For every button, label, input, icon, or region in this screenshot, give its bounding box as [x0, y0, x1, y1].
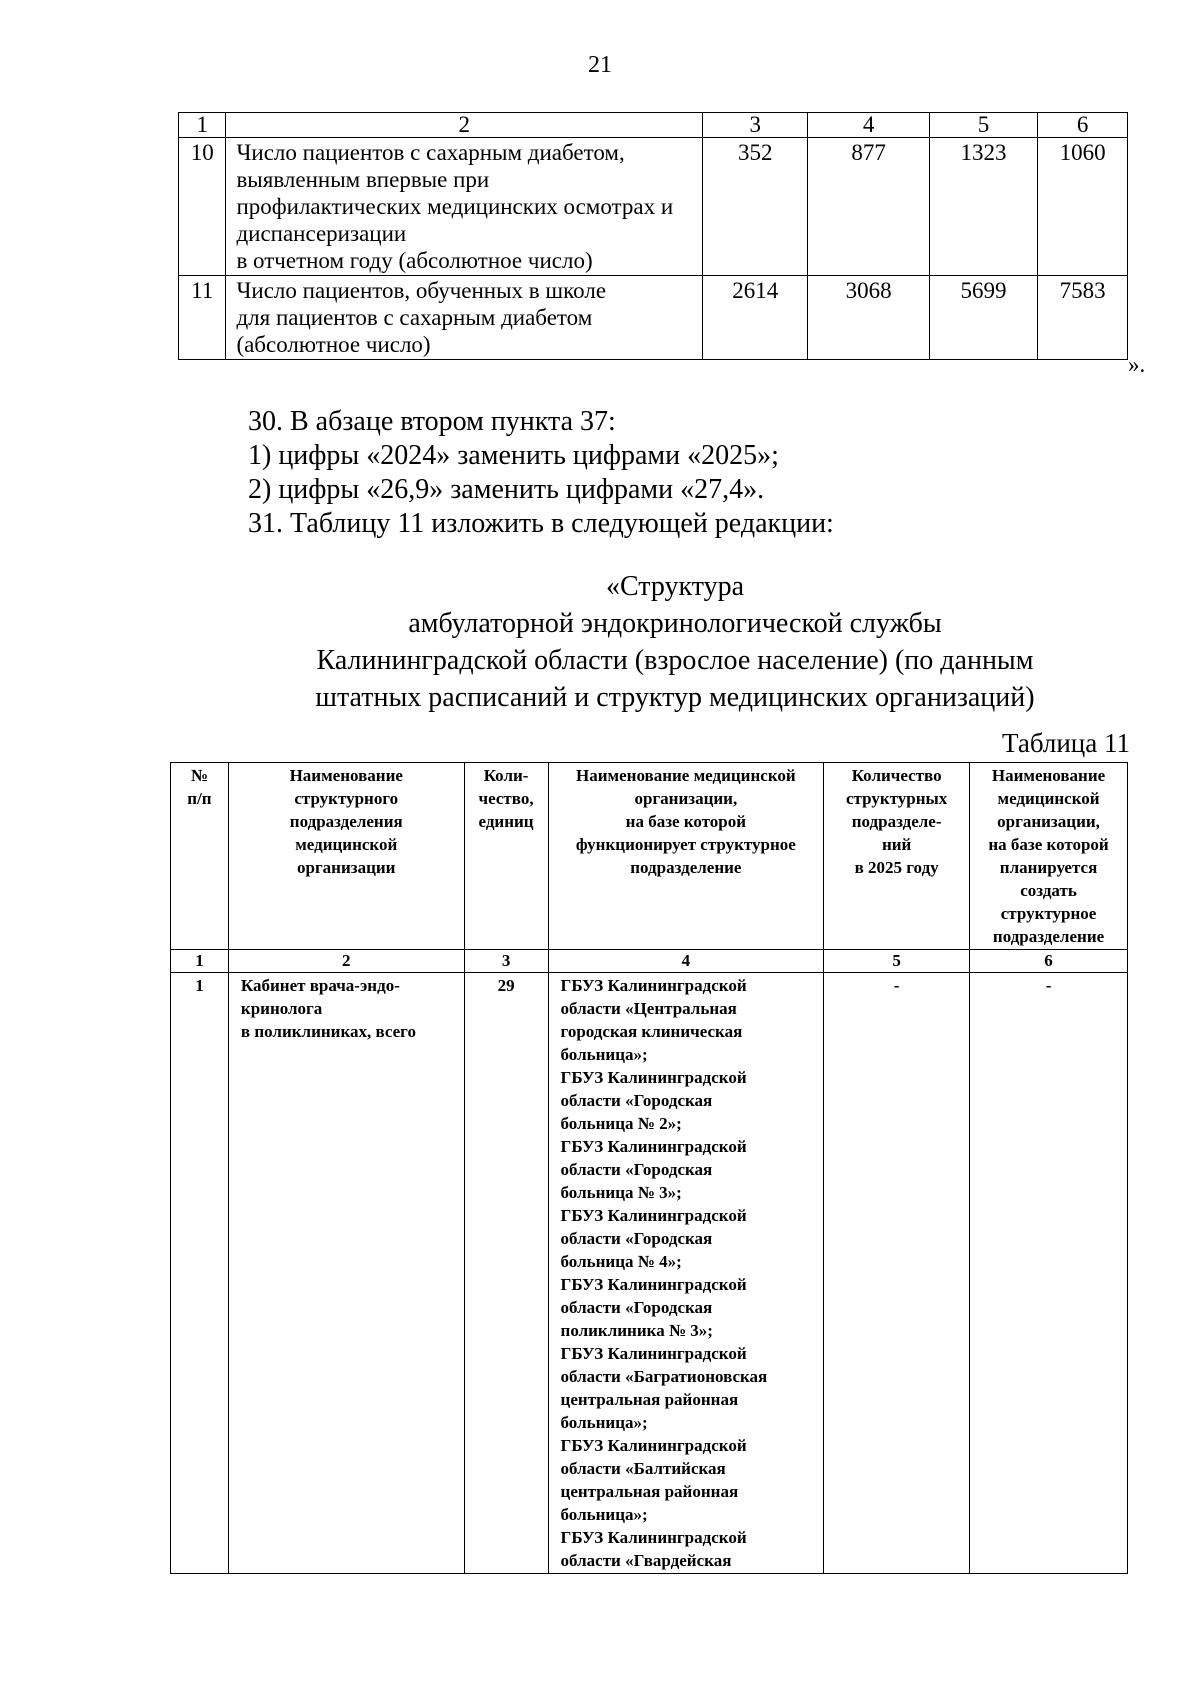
organization-line: ГБУЗ Калининградской	[560, 1528, 747, 1547]
header-line: подразделение	[630, 858, 742, 877]
indicator-line: выявленным впервые при	[236, 167, 490, 192]
header-line: Количество	[851, 766, 942, 785]
organization-line: центральная районная	[560, 1482, 739, 1501]
organization-line: области «Городская	[560, 1160, 713, 1179]
continuation-table	[178, 112, 1128, 360]
organization-line: ГБУЗ Калининградской	[560, 1137, 747, 1156]
organization-line: области «Городская	[560, 1229, 713, 1248]
index-cell: 4	[548, 950, 824, 973]
table-11-index-row	[171, 950, 1128, 973]
index-cell: 1	[171, 950, 229, 973]
indicator-line: диспансеризации	[236, 221, 407, 246]
header-col-count-2025	[824, 763, 970, 950]
header-line: единиц	[478, 812, 534, 831]
row-indicator-name	[226, 276, 703, 360]
organization-line: области «Балтийская	[560, 1459, 726, 1478]
header-line: в 2025 году	[854, 858, 939, 877]
title-line: Калининградской области (взрослое население) (по данным	[316, 645, 1034, 676]
subdivision-name	[228, 973, 464, 1574]
value-cell: 352	[703, 138, 808, 276]
title-line: «Структура	[605, 571, 745, 602]
organization-line: городская клиническая	[560, 1022, 743, 1041]
subdivision-line: в поликлиниках, всего	[240, 1022, 416, 1041]
organization-line: центральная районная	[560, 1390, 739, 1409]
title-line: штатных расписаний и структур медицинских организаций)	[315, 682, 1035, 713]
table-row	[171, 973, 1128, 1574]
value-cell: 1323	[929, 138, 1038, 276]
header-line: медицинской	[997, 789, 1100, 808]
table-header-cell: 4	[808, 113, 929, 138]
subdivision-line: кринолога	[240, 999, 323, 1018]
table-header-cell: 3	[703, 113, 808, 138]
indicator-line: для пациентов с сахарным диабетом	[236, 305, 593, 330]
header-line: структурное	[1000, 904, 1097, 923]
continuation-table-header-row	[179, 113, 1128, 138]
header-line: организации,	[634, 789, 738, 808]
table-row	[179, 276, 1128, 360]
header-line: создать	[1020, 881, 1077, 900]
value-cell: 3068	[808, 276, 929, 360]
table-header-cell: 1	[179, 113, 226, 138]
organization-line: области «Центральная	[560, 999, 737, 1018]
row-number: 11	[179, 276, 226, 360]
indicator-line: Число пациентов, обученных в школе	[236, 278, 607, 303]
header-line: структурных	[845, 789, 948, 808]
header-line: медицинской	[295, 835, 398, 854]
amendment-item-1: 1) цифры «2024» заменить цифрами «2025»;	[248, 440, 779, 471]
header-line: подразделение	[992, 927, 1105, 946]
header-col-number	[171, 763, 229, 950]
row-number: 1	[171, 973, 229, 1574]
index-cell: 5	[824, 950, 970, 973]
header-line: подразделения	[289, 812, 403, 831]
header-line: организации	[297, 858, 396, 877]
organization-line: ГБУЗ Калининградской	[560, 1436, 747, 1455]
indicator-line: Число пациентов с сахарным диабетом,	[236, 140, 625, 165]
closing-quote: ».	[1128, 352, 1146, 377]
value-cell: 877	[808, 138, 929, 276]
value-cell: 2614	[703, 276, 808, 360]
table-header-cell: 5	[929, 113, 1038, 138]
organization-line: области «Городская	[560, 1091, 713, 1110]
index-cell: 6	[970, 950, 1128, 973]
value-cell: 1060	[1038, 138, 1128, 276]
organization-line: больница»;	[560, 1045, 648, 1064]
indicator-line: в отчетном году (абсолютное число)	[236, 248, 593, 273]
organization-line: поликлиника № 3»;	[560, 1321, 713, 1340]
count-2025-cell: -	[824, 973, 970, 1574]
organization-line: больница»;	[560, 1505, 648, 1524]
table-header-cell: 6	[1038, 113, 1128, 138]
organization-line: ГБУЗ Калининградской	[560, 1275, 747, 1294]
header-line: функционирует структурное	[575, 835, 796, 854]
header-line: чество,	[478, 789, 534, 808]
header-line: планируется	[999, 858, 1098, 877]
header-col-subdivision	[228, 763, 464, 950]
organization-line: ГБУЗ Калининградской	[560, 976, 747, 995]
header-line: Коли-	[483, 766, 529, 785]
index-cell: 2	[228, 950, 464, 973]
subdivision-line: Кабинет врача-эндо-	[240, 976, 400, 995]
structure-title	[240, 568, 1110, 716]
header-line: Наименование	[991, 766, 1106, 785]
header-col-planned-organization	[970, 763, 1128, 950]
header-line: на базе которой	[625, 812, 747, 831]
organization-line: больница № 4»;	[560, 1252, 682, 1271]
table-row	[179, 138, 1128, 276]
page-number: 21	[588, 52, 612, 78]
header-line: на базе которой	[988, 835, 1109, 854]
amendment-paragraph-31: 31. Таблицу 11 изложить в следующей редакции:	[248, 508, 834, 539]
header-line: Наименование	[289, 766, 403, 785]
organization-line: ГБУЗ Калининградской	[560, 1344, 747, 1363]
header-col-organization	[548, 763, 824, 950]
organization-line: области «Багратионовская	[560, 1367, 768, 1386]
amendment-item-2: 2) цифры «26,9» заменить цифрами «27,4».	[248, 474, 765, 505]
organization-line: области «Гвардейская	[560, 1551, 732, 1570]
table-11-label: Таблица 11	[1002, 728, 1130, 758]
organization-list	[548, 973, 824, 1574]
header-line: структурного	[294, 789, 399, 808]
header-line: п/п	[187, 789, 212, 808]
organization-line: больница № 2»;	[560, 1114, 682, 1133]
planned-organization-cell: -	[970, 973, 1128, 1574]
row-number: 10	[179, 138, 226, 276]
unit-count: 29	[464, 973, 548, 1574]
amendment-paragraph-30: 30. В абзаце втором пункта 37:	[248, 406, 616, 437]
table-11-header-row	[171, 763, 1128, 950]
table-header-cell: 2	[226, 113, 703, 138]
row-indicator-name	[226, 138, 703, 276]
header-line: ний	[881, 835, 912, 854]
header-line: организации,	[997, 812, 1100, 831]
organization-line: ГБУЗ Калининградской	[560, 1068, 747, 1087]
header-col-count	[464, 763, 548, 950]
indicator-line: профилактических медицинских осмотрах и	[236, 194, 674, 219]
organization-line: области «Городская	[560, 1298, 713, 1317]
organization-line: больница»;	[560, 1413, 648, 1432]
title-line: амбулаторной эндокринологической службы	[408, 608, 942, 639]
table-11	[170, 762, 1128, 1574]
header-line: подразделе-	[851, 812, 942, 831]
indicator-line: (абсолютное число)	[236, 332, 431, 357]
organization-line: больница № 3»;	[560, 1183, 682, 1202]
index-cell: 3	[464, 950, 548, 973]
organization-line: ГБУЗ Калининградской	[560, 1206, 747, 1225]
value-cell: 5699	[929, 276, 1038, 360]
value-cell: 7583	[1038, 276, 1128, 360]
header-line: Наименование медицинской	[576, 766, 796, 785]
header-line: №	[190, 766, 208, 785]
